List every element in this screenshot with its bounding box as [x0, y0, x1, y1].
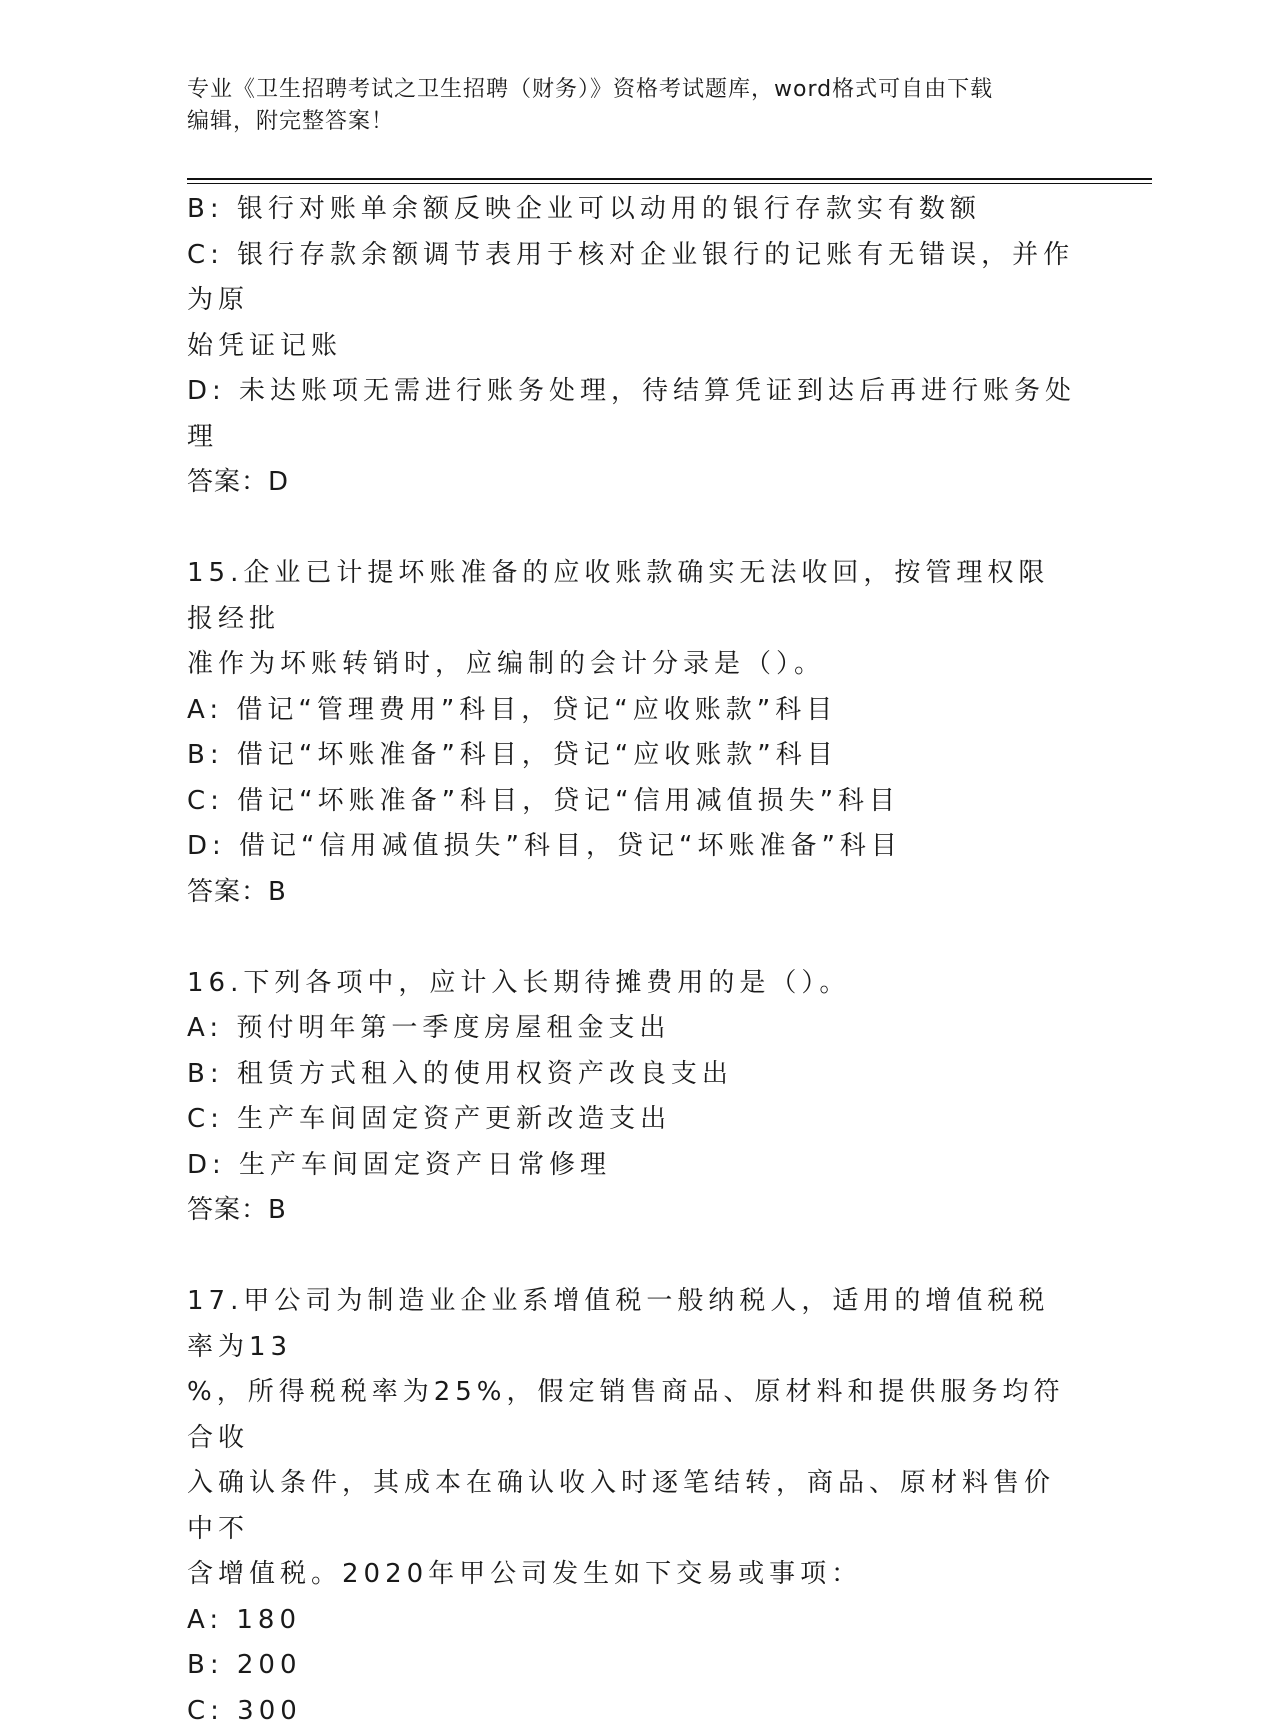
- q17-option-c: C: 300: [187, 1689, 1077, 1734]
- q14-answer: 答案：D: [187, 460, 1077, 506]
- q17-option-a: A: 180: [187, 1598, 1077, 1644]
- header-divider-thin: [187, 183, 1152, 184]
- header-title-line-1: 专业《卫生招聘考试之卫生招聘（财务）》资格考试题库，word格式可自由下载: [187, 74, 1087, 106]
- q17-stem-line-1: 17.甲公司为制造业企业系增值税一般纳税人，适用的增值税税率为13: [187, 1279, 1077, 1370]
- q16-option-a: A: 预付明年第一季度房屋租金支出: [187, 1006, 1077, 1052]
- q17-option-b: B: 200: [187, 1643, 1077, 1689]
- q15-option-d: D: 借记“信用减值损失”科目，贷记“坏账准备”科目: [187, 824, 1077, 870]
- document-header: [187, 74, 1087, 138]
- q14-option-b: B: 银行对账单余额反映企业可以动用的银行存款实有数额: [187, 187, 1077, 233]
- q16-option-d: D: 生产车间固定资产日常修理: [187, 1143, 1077, 1189]
- q15-stem-line-1: 15.企业已计提坏账准备的应收账款确实无法收回，按管理权限报经批: [187, 551, 1077, 642]
- spacer: [187, 506, 1077, 552]
- q17-stem-line-4: 含增值税。2020年甲公司发生如下交易或事项：: [187, 1552, 1077, 1598]
- q15-option-c: C: 借记“坏账准备”科目，贷记“信用减值损失”科目: [187, 779, 1077, 825]
- q16-option-c: C: 生产车间固定资产更新改造支出: [187, 1097, 1077, 1143]
- q14-option-c-line-2: 始凭证记账: [187, 324, 1077, 370]
- spacer: [187, 1234, 1077, 1280]
- spacer: [187, 915, 1077, 961]
- q14-option-d: D: 未达账项无需进行账务处理，待结算凭证到达后再进行账务处理: [187, 369, 1077, 460]
- q16-answer: 答案：B: [187, 1188, 1077, 1234]
- q16-stem: 16.下列各项中，应计入长期待摊费用的是（）。: [187, 961, 1077, 1007]
- q15-answer: 答案：B: [187, 870, 1077, 916]
- header-title-line-2: 编辑，附完整答案！: [187, 106, 1087, 138]
- q15-stem-line-2: 准作为坏账转销时，应编制的会计分录是（）。: [187, 642, 1077, 688]
- q16-option-b: B: 租赁方式租入的使用权资产改良支出: [187, 1052, 1077, 1098]
- q15-option-a: A: 借记“管理费用”科目，贷记“应收账款”科目: [187, 688, 1077, 734]
- q14-option-c-line-1: C: 银行存款余额调节表用于核对企业银行的记账有无错误，并作为原: [187, 233, 1077, 324]
- q17-stem-line-2: %，所得税税率为25%，假定销售商品、原材料和提供服务均符合收: [187, 1370, 1077, 1461]
- q15-option-b: B: 借记“坏账准备”科目，贷记“应收账款”科目: [187, 733, 1077, 779]
- q17-stem-line-3: 入确认条件，其成本在确认收入时逐笔结转，商品、原材料售价中不: [187, 1461, 1077, 1552]
- header-divider-thick: [187, 178, 1152, 180]
- question-content: [187, 187, 1077, 1734]
